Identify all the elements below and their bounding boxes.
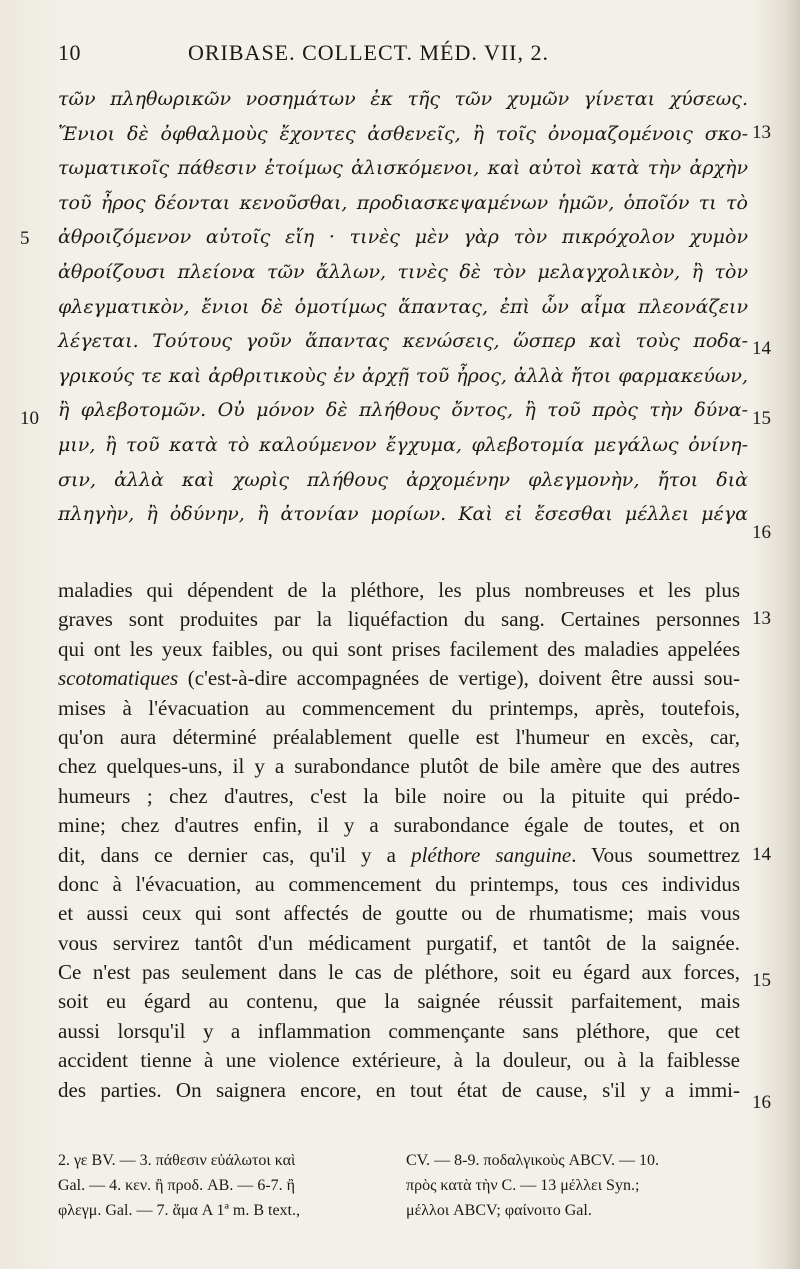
greek-line: λέγεται. Τούτους γοῦν ἅπαντας κενώσεις, ὥσπερ καὶ τοὺς ποδα- [58,330,748,353]
french-translation-block [58,576,740,1105]
french-line: aussi lorsqu'il y a inflammation commençante sans pléthore, que cet [58,1018,740,1043]
greek-line: γρικούς τε καὶ ἀρθριτικοὺς ἐν ἀρχῇ τοῦ ἦρος, ἀλλὰ ἤτοι φαρμακεύων, [58,364,748,387]
french-line: mine; chez d'autres enfin, il y a surabondance égale de toutes, et on [58,813,740,838]
footnote-line: μέλλοι ABCV; φαίνοιτο Gal. [406,1202,592,1219]
greek-margin-number: 16 [752,522,771,543]
french-emphasis: scotomatiques [58,666,179,691]
french-emphasis: pléthore sanguine [411,842,572,867]
french-margin-number: 15 [752,970,771,991]
greek-margin-number: 15 [752,408,771,429]
footnote-column-right [406,1148,746,1223]
french-line: graves sont produites par la liquéfaction du sang. Certaines personnes [58,607,740,632]
running-header [58,40,618,70]
running-title: ORIBASE. COLLECT. MÉD. VII, 2. [188,40,550,65]
french-line: humeurs ; chez d'autres, c'est la bile noire ou la pituite qui prédo- [58,783,740,808]
greek-line: τωματικοῖς πάθεσιν ἑτοίμως ἁλισκόμενοι, καὶ αὐτοὶ κατὰ τὴν ἀρχὴν [58,157,748,180]
greek-line-number: 10 [20,408,39,429]
french-line: Ce n'est pas seulement dans le cas de pléthore, soit eu égard aux forces, [58,960,740,985]
greek-margin-number: 14 [752,338,771,359]
footnote-line: πρὸς κατὰ τὴν C. — 13 μέλλει Syn.; [406,1177,640,1194]
french-line: mises à l'évacuation au commencement du printemps, après, toutefois, [58,695,740,720]
french-margin-number: 16 [752,1092,771,1113]
greek-line: μιν, ἢ τοῦ κατὰ τὸ καλούμενον ἔγχυμα, φλεβοτομία μεγάλως ὀνίνη- [58,433,748,456]
greek-line: σιν, ἀλλὰ καὶ χωρὶς πλήθους ἀρχομένην φλεγμονὴν, ἤτοι διὰ [58,468,748,491]
footnote-line: CV. — 8-9. ποδαλγικοὺς ABCV. — 10. [406,1152,659,1169]
page-number: 10 [58,40,81,65]
greek-line: φλεγματικὸν, ἔνιοι δὲ ὁμοτίμως ἅπαντας, ἐπὶ ὧν αἷμα πλεονάζειν [58,295,748,318]
greek-line: τοῦ ἦρος δέονται κενοῦσθαι, προδιασκεψαμένων ἡμῶν, ὁποῖόν τι τὸ [58,191,748,214]
greek-line: ἀθροίζουσι πλείονα τῶν ἄλλων, τινὲς δὲ τὸν μελαγχολικὸν, ἢ τὸν [58,260,748,283]
french-text: (c'est-à-dire accompagnées de vertige), doivent être aussi sou- [178,666,740,691]
french-margin-number: 13 [752,608,771,629]
greek-text-block [58,82,748,532]
greek-line: πληγὴν, ἢ ὀδύνην, ἢ ἀτονίαν μορίων. Καὶ εἰ ἔσεσθαι μέλλει μέγα [58,503,748,526]
footnote-column-left [58,1148,398,1223]
french-line [58,664,740,693]
french-line: des parties. On saignera encore, en tout état de cause, s'il y a immi- [58,1077,740,1102]
french-text: dit, dans ce dernier cas, qu'il y a [58,842,412,867]
greek-line: τῶν πληθωρικῶν νοσημάτων ἐκ τῆς τῶν χυμῶν γίνεται χύσεως. [58,88,748,110]
french-line: soit eu égard au contenu, que la saignée réussit parfaitement, mais [58,989,740,1014]
french-line: maladies qui dépendent de la pléthore, les plus nombreuses et les plus [58,578,740,602]
footnote-line: 2. γε BV. — 3. πάθεσιν εὐάλωτοι καὶ [58,1152,296,1169]
greek-line: Ἔνιοι δὲ ὀφθαλμοὺς ἔχοντες ἀσθενεῖς, ἢ τοῖς ὀνομαζομένοις σκο- [58,122,748,145]
french-line: vous servirez tantôt d'un médicament purgatif, et tantôt de la saignée. [58,930,740,955]
greek-line: ἢ φλεβοτομῶν. Οὐ μόνον δὲ πλήθους ὄντος, ἢ τοῦ πρὸς τὴν δύνα- [58,399,748,422]
french-line: qui ont les yeux faibles, ou qui sont prises facilement des maladies appelées [58,636,740,661]
footnote-line: Gal. — 4. κεν. ἢ προδ. AB. — 6-7. ἢ [58,1177,296,1194]
greek-margin-number: 13 [752,122,771,143]
french-text: . Vous soumettrez [571,842,740,867]
french-line: qu'on aura déterminé préalablement quelle est l'humeur en excès, car, [58,724,740,749]
greek-line-number: 5 [20,228,30,249]
french-line: chez quelques-uns, il y a surabondance plutôt de bile amère que des autres [58,754,740,779]
footnote-line: φλεγμ. Gal. — 7. ἅμα A 1ª m. B text., [58,1202,300,1219]
greek-line: ἀθροιζόμενον αὐτοῖς εἴη · τινὲς μὲν γὰρ τὸν πικρόχολον χυμὸν [58,226,748,249]
french-margin-number: 14 [752,844,771,865]
french-line: accident tienne à une violence extérieure, à la douleur, ou à la faiblesse [58,1048,740,1073]
french-line: donc à l'évacuation, au commencement du printemps, tous ces individus [58,871,740,896]
french-line [58,841,740,870]
french-line: et aussi ceux qui sont affectés de goutte ou de rhumatisme; mais vous [58,901,740,926]
